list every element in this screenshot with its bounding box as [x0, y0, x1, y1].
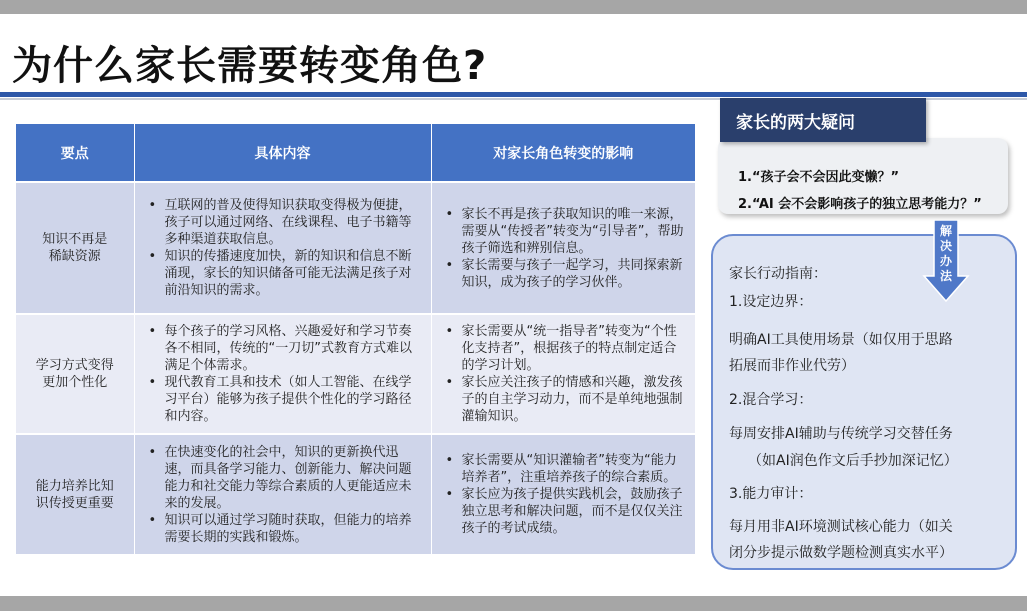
row-key-line: 学习方式变得: [35, 358, 114, 373]
content-bullet: • 互联网的普及使得知识获取变得极为便捷，孩子可以通过网络、在线课程、电子书籍等多种渠道获取信息。: [143, 197, 423, 248]
row-content: [134, 434, 431, 554]
content-bullet: • 知识的传播速度加快，新的知识和信息不断涌现，家长的知识储备可能无法满足孩子对前沿知识的需求。: [143, 248, 423, 299]
table-row: [16, 434, 695, 554]
content-bullet: • 知识可以通过学习随时获取，但能力的培养需要长期的实践和锻炼。: [143, 512, 423, 546]
row-content: [134, 314, 431, 434]
header-content: 具体内容: [134, 124, 431, 182]
content-bullet: • 在快速变化的社会中，知识的更新换代迅速，而具备学习能力、创新能力、解决问题能力和社交能力等综合素质的人更能适应未来的发展。: [143, 444, 423, 512]
header-key: 要点: [16, 124, 134, 182]
impact-bullet: • 家长应关注孩子的情感和兴趣，激发孩子的自主学习动力，而不是单纯地强制灌输知识。: [440, 374, 688, 425]
title-divider: [0, 92, 1027, 97]
table-row: [16, 314, 695, 434]
guide-step-2-line: （如AI润色作文后手抄加深记忆）: [748, 453, 958, 469]
row-key-line: 稀缺资源: [48, 249, 101, 264]
guide-step-2: 2.混合学习：: [729, 392, 813, 408]
row-content: [134, 182, 431, 314]
bottom-decor-bar: [0, 596, 1027, 611]
row-key-line: 能力培养比知: [35, 478, 114, 494]
content-bullet: • 现代教育工具和技术（如人工智能、在线学习平台）能够为孩子提供个性化的学习路径和内容。: [143, 374, 423, 425]
table-header-row: [16, 124, 695, 182]
table-row: [16, 182, 695, 314]
row-impact: [431, 434, 695, 554]
header-impact: 对家长角色转变的影响: [431, 124, 695, 182]
arrow-label: [939, 224, 953, 284]
guide-step-3-line: 每月用非AI环境测试核心能力（如关: [729, 519, 953, 535]
content-bullet: • 每个孩子的学习风格、兴趣爱好和学习节奏各不相同，传统的“一刀切”式教育方式难以满足个体需求。: [143, 323, 423, 374]
impact-bullet: • 家长不再是孩子获取知识的唯一来源，需要从“传授者”转变为“引导者”，帮助孩子筛选和辨别信息。: [440, 206, 688, 257]
row-impact: [431, 314, 695, 434]
guide-step-1: 1.设定边界：: [729, 294, 813, 310]
impact-bullet: • 家长需要与孩子一起学习，共同探索新知识，成为孩子的学习伙伴。: [440, 257, 688, 291]
impact-bullet: • 家长应为孩子提供实践机会，鼓励孩子独立思考和解决问题，而不是仅仅关注孩子的考试成绩。: [440, 486, 688, 537]
impact-bullet: • 家长需要从“知识灌输者”转变为“能力培养者”，注重培养孩子的综合素质。: [440, 452, 688, 486]
doubt-question-1: 1.“孩子会不会因此变懒？”: [738, 170, 900, 185]
guide-step-1-line: 明确AI工具使用场景（如仅用于思路: [729, 332, 953, 348]
comparison-table: [16, 124, 695, 554]
doubts-title: 家长的两大疑问: [720, 98, 926, 142]
row-key-line: 更加个性化: [42, 375, 108, 390]
row-key: [16, 434, 134, 554]
row-impact: [431, 182, 695, 314]
arrow-label-char: 法: [939, 269, 952, 283]
row-key-line: 识传授更重要: [35, 495, 114, 511]
row-key: [16, 314, 134, 434]
row-key-line: 知识不再是: [42, 232, 108, 247]
arrow-label-char: 解: [939, 224, 952, 238]
page-title: 为什么家长需要转变角色?: [12, 43, 488, 89]
guide-step-1-line: 拓展而非作业代劳）: [729, 358, 855, 374]
guide-step-3: 3.能力审计：: [729, 486, 813, 502]
arrow-label-char: 决: [939, 239, 952, 253]
doubt-question-2: 2.“AI 会不会影响孩子的独立思考能力？”: [738, 197, 982, 212]
impact-bullet: • 家长需要从“统一指导者”转变为“个性化支持者”，根据孩子的特点制定适合的学习计划。: [440, 323, 688, 374]
row-key: [16, 182, 134, 314]
guide-title: 家长行动指南：: [729, 266, 827, 282]
top-decor-bar: [0, 0, 1027, 14]
arrow-label-char: 办: [939, 254, 952, 268]
guide-step-2-line: 每周安排AI辅助与传统学习交替任务: [729, 426, 953, 442]
guide-step-3-line: 闭分步提示做数学题检测真实水平）: [729, 545, 953, 561]
